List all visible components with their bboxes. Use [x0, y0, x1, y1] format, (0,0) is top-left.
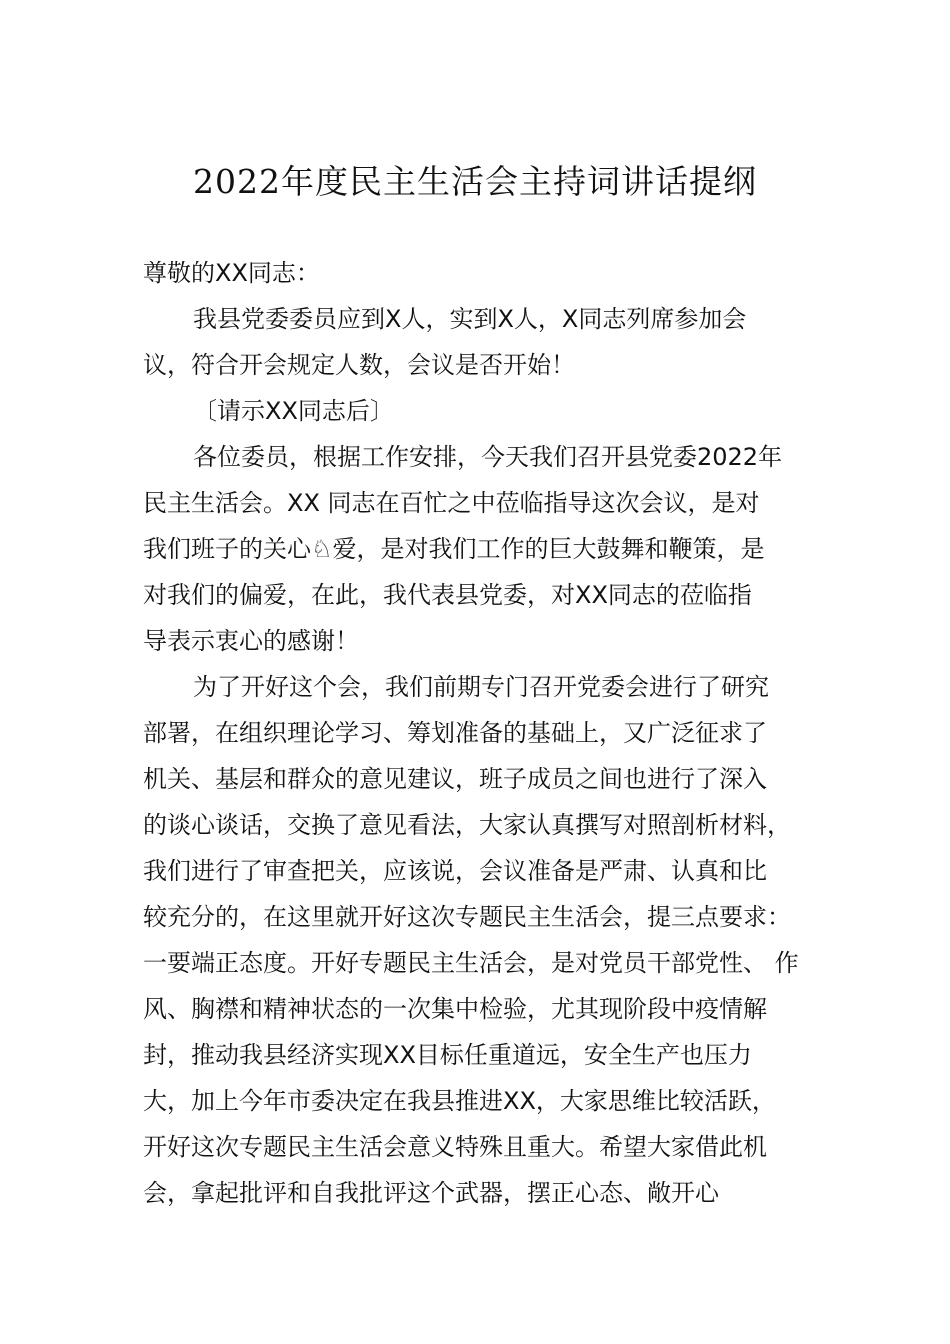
paragraph-line: 导表示衷心的感谢！	[143, 627, 359, 655]
paragraph-line: 我们班子的关心♘爱，是对我们工作的巨大鼓舞和鞭策，是	[143, 535, 765, 563]
paragraph-line: 各位委员，根据工作安排，今天我们召开县党委2022年	[193, 443, 783, 471]
paragraph-line: 〔请示XX同志后〕	[193, 397, 394, 425]
document-title: 2022年度民主生活会主持词讲话提纲	[193, 162, 757, 201]
salutation-line: 尊敬的XX同志：	[143, 259, 320, 287]
paragraph-line: 为了开好这个会，我们前期专门召开党委会进行了研究	[193, 673, 769, 701]
document-body	[143, 250, 818, 1216]
paragraph-line: 大，加上今年市委决定在我县推进XX，大家思维比较活跃，	[143, 1087, 776, 1115]
paragraph-line: 对我们的偏爱，在此，我代表县党委，对XX同志的莅临指	[143, 581, 752, 609]
paragraph-line: 我县党委委员应到X人，实到X人，X同志列席参加会	[193, 305, 747, 333]
paragraph-line: 风、胸襟和精神状态的一次集中检验，尤其现阶段中疫情解	[143, 995, 767, 1023]
paragraph-line: 部署，在组织理论学习、筹划准备的基础上，又广泛征求了	[143, 719, 767, 747]
paragraph-line: 较充分的，在这里就开好这次专题民主生活会，提三点要求：	[143, 903, 791, 931]
paragraph-line: 民主生活会。XX 同志在百忙之中莅临指导这次会议，是对	[143, 489, 760, 517]
paragraph-line: 我们进行了审查把关，应该说，会议准备是严肃、认真和比	[143, 857, 767, 885]
paragraph-line: 议，符合开会规定人数，会议是否开始！	[143, 351, 575, 379]
paragraph-line: 封，推动我县经济实现XX目标任重道远，安全生产也压力	[143, 1041, 752, 1069]
paragraph-line: 会，拿起批评和自我批评这个武器，摆正心态、敞开心	[143, 1179, 719, 1207]
paragraph-line: 开好这次专题民主生活会意义特殊且重大。希望大家借此机	[143, 1133, 767, 1161]
paragraph-line: 一要端正态度。开好专题民主生活会，是对党员干部党性、 作	[143, 949, 799, 977]
paragraph-line: 机关、基层和群众的意见建议，班子成员之间也进行了深入	[143, 765, 767, 793]
paragraph-line: 的谈心谈话，交换了意见看法，大家认真撰写对照剖析材料，	[143, 811, 791, 839]
